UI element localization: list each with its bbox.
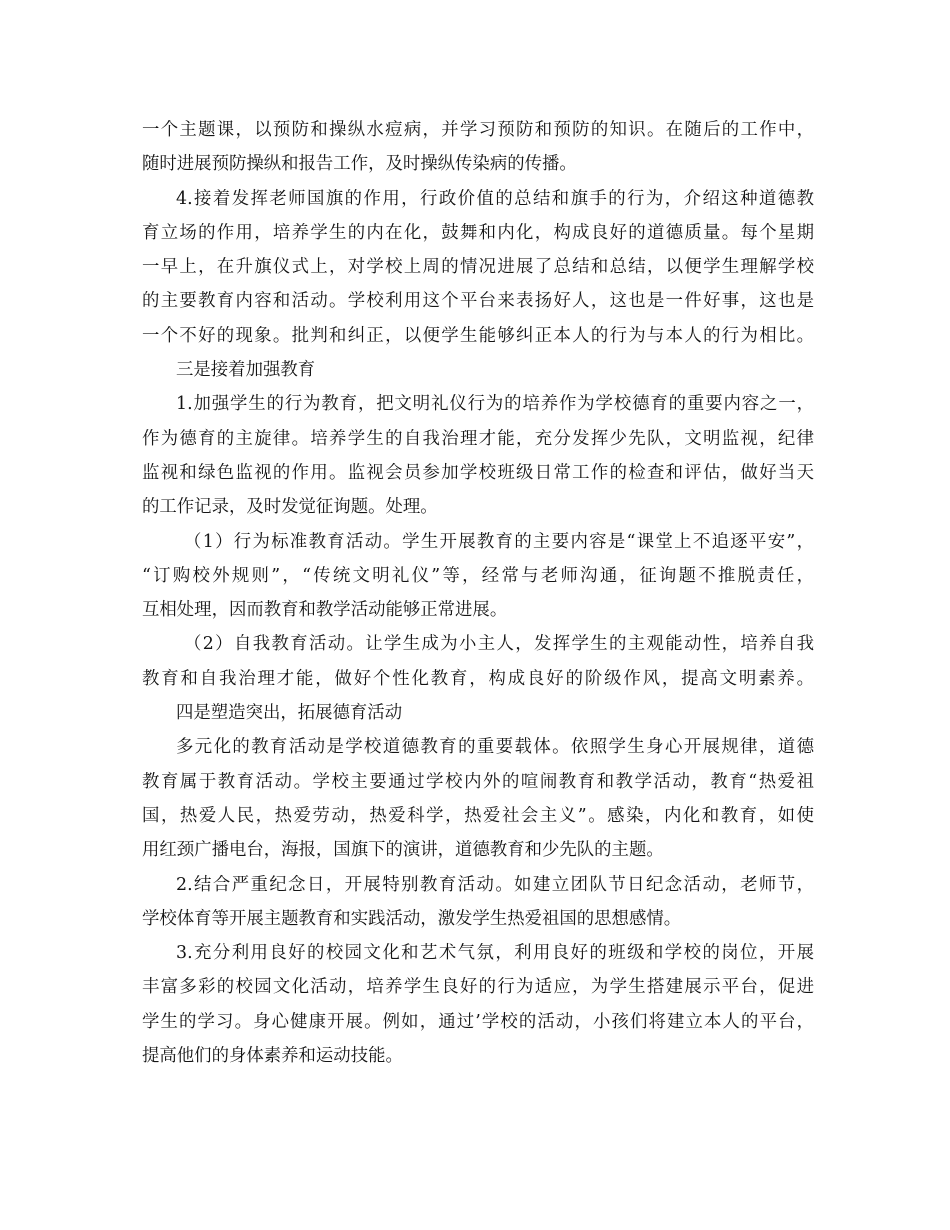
text-line: 监视和绿色监视的作用。监视会员参加学校班级日常工作的检查和评估，做好当天: [142, 462, 814, 483]
text-line: 教育和自我治理才能，做好个性化教育，构成良好的阶级作风，提高文明素养。: [142, 668, 814, 689]
text-line: 学生的学习。身心健康开展。例如，通过’学校的活动，小孩们将建立本人的平台，: [142, 1011, 814, 1032]
text-line: 的工作记录，及时发觉征询题。处理。: [142, 497, 438, 518]
text-line: 一早上，在升旗仪式上，对学校上周的情况进展了总结和总结，以便学生理解学校: [142, 257, 814, 278]
text-line: 随时进展预防操纵和报告工作，及时操纵传染病的传播。: [142, 154, 577, 175]
text-line: 学校体育等开展主题教育和实践活动，激发学生热爱祖国的思想感情。: [142, 908, 682, 929]
text-line: 提高他们的身体素养和运动技能。: [142, 1046, 403, 1067]
text-line: 国，热爱人民，热爱劳动，热爱科学，热爱社会主义”。感染，内化和教育，如使: [142, 805, 814, 826]
text-line: 丰富多彩的校园文化活动，培养学生良好的行为适应，为学生搭建展示平台，促进: [142, 977, 814, 998]
text-line: 作为德育的主旋律。培养学生的自我治理才能，充分发挥少先队，文明监视，纪律: [142, 428, 814, 449]
text-line: 育立场的作用，培养学生的内在化，鼓舞和内化，构成良好的道德质量。每个星期: [142, 222, 814, 243]
text-line: 一个主题课，以预防和操纵水痘病，并学习预防和预防的知识。在随后的工作中，: [142, 120, 814, 140]
text-line: 用红颈广播电台，海报，国旗下的演讲，道德教育和少先队的主题。: [142, 840, 664, 861]
text-line: 一个不好的现象。批判和纠正，以便学生能够纠正本人的行为与本人的行为相比。: [142, 325, 814, 346]
section-heading: 四是塑造突出，拓展德育活动: [176, 703, 403, 724]
text-line: （1）行为标准教育活动。学生开展教育的主要内容是“课堂上不追逐平安”，: [184, 531, 814, 552]
text-line: 多元化的教育活动是学校道德教育的重要载体。依照学生身心开展规律，道德: [176, 737, 814, 758]
text-line: 教育属于教育活动。学校主要通过学校内外的喧闹教育和教学活动，教育“热爱祖: [142, 771, 814, 792]
text-line: （2）自我教育活动。让学生成为小主人，发挥学生的主观能动性，培养自我: [184, 634, 814, 655]
text-line: 2.结合严重纪念日，开展特别教育活动。如建立团队节日纪念活动，老师节，: [176, 874, 814, 895]
text-line: 的主要教育内容和活动。学校利用这个平台来表扬好人，这也是一件好事，这也是: [142, 291, 814, 312]
text-line: 互相处理，因而教育和教学活动能够正常进展。: [142, 600, 508, 621]
text-line: 4.接着发挥老师国旗的作用，行政价值的总结和旗手的行为，介绍这种道德教: [176, 188, 814, 209]
document-body: [142, 113, 814, 1073]
text-line: “订购校外规则”，“传统文明礼仪”等，经常与老师沟通，征询题不推脱责任，: [142, 565, 814, 586]
text-line: 3.充分利用良好的校园文化和艺术气氛，利用良好的班级和学校的岗位，开展: [176, 943, 814, 964]
text-line: 1.加强学生的行为教育，把文明礼仪行为的培养作为学校德育的重要内容之一，: [176, 394, 814, 415]
section-heading: 三是接着加强教育: [176, 360, 316, 381]
